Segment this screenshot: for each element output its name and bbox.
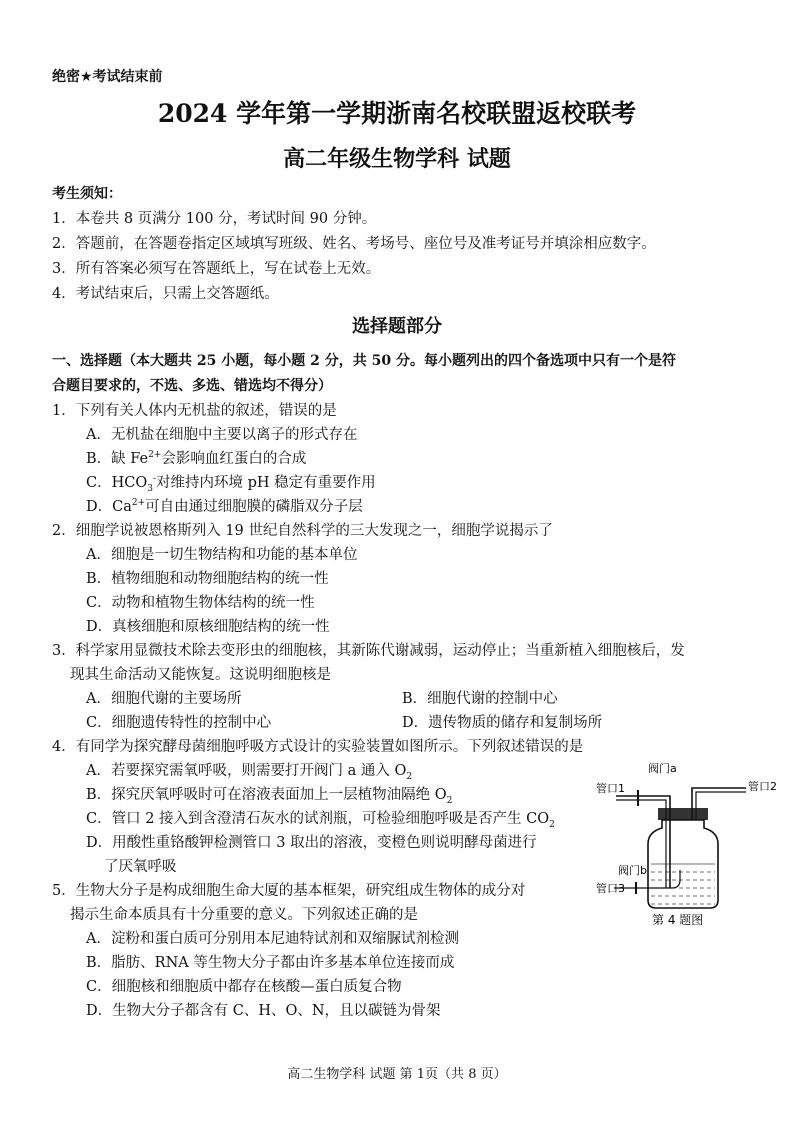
q3-option-c: C．细胞遗传特性的控制中心 bbox=[86, 715, 272, 731]
q4-option-c: C．管口 2 接入到含澄清石灰水的试剂瓶，可检验细胞呼吸是否产生 $CO_2$ bbox=[86, 811, 555, 830]
q1-option-b: B．缺 $Fe^{2+}$会影响血红蛋白的合成 bbox=[86, 450, 307, 467]
label-port-1: 管口1 bbox=[596, 782, 625, 795]
section-title: 选择题部分 bbox=[352, 316, 442, 337]
exam-title: 2024 学年第一学期浙南名校联盟返校联考 bbox=[157, 99, 637, 128]
q1-option-c: C．$HCO_3^-$对维持内环境 pH 稳定有重要作用 bbox=[86, 474, 376, 494]
q4-option-a: A．若要探究需氧呼吸，则需要打开阀门 a 通入 $O_2$ bbox=[86, 763, 413, 782]
notice-item: 1．本卷共 8 页满分 100 分，考试时间 90 分钟。 bbox=[52, 211, 377, 227]
solution bbox=[651, 864, 715, 904]
section-intro: 合题目要求的，不选、多选、错选均不得分） bbox=[52, 378, 332, 394]
q2-option-d: D．真核细胞和原核细胞结构的统一性 bbox=[86, 619, 330, 635]
q4-stem: 4．有同学为探究酵母菌细胞呼吸方式设计的实验装置如图所示。下列叙述错误的是 bbox=[52, 739, 584, 755]
exam-subtitle: 高二年级生物学科 试题 bbox=[283, 146, 511, 172]
q3-option-b: B．细胞代谢的控制中心 bbox=[402, 691, 558, 707]
q1-option-a: A．无机盐在细胞中主要以离子的形式存在 bbox=[86, 427, 358, 443]
notice-heading: 考生须知： bbox=[52, 186, 122, 202]
q5-option-d: D．生物大分子都含有 C、H、O、N，且以碳链为骨架 bbox=[86, 1003, 441, 1019]
q4-option-d: D．用酸性重铬酸钾检测管口 3 取出的溶液，变橙色则说明酵母菌进行 bbox=[86, 835, 537, 851]
q4-option-b: B．探究厌氧呼吸时可在溶液表面加上一层植物油隔绝 $O_2$ bbox=[86, 787, 453, 806]
label-port-3: 管口3 bbox=[596, 882, 625, 895]
figure-caption: 第 4 题图 bbox=[652, 913, 704, 927]
q2-option-b: B．植物细胞和动物细胞结构的统一性 bbox=[86, 571, 329, 587]
apparatus-figure bbox=[596, 760, 786, 930]
q3-stem-continued: 现其生命活动又能恢复。这说明细胞核是 bbox=[70, 667, 331, 683]
section-intro: 一、选择题（本大题共 25 小题，每小题 2 分，共 50 分。每小题列出的四个备选项中只有一个是符 bbox=[52, 353, 676, 369]
q5-option-a: A．淀粉和蛋白质可分别用本尼迪特试剂和双缩脲试剂检测 bbox=[86, 931, 459, 947]
q5-option-c: C．细胞核和细胞质中都存在核酸—蛋白质复合物 bbox=[86, 979, 402, 995]
q2-option-a: A．细胞是一切生物结构和功能的基本单位 bbox=[86, 547, 358, 563]
confidential-label: 绝密★考试结束前 bbox=[52, 69, 163, 85]
q3-option-a: A．细胞代谢的主要场所 bbox=[86, 691, 242, 707]
notice-item: 4．考试结束后，只需上交答题纸。 bbox=[52, 286, 279, 302]
q3-stem: 3．科学家用显微技术除去变形虫的细胞核，其新陈代谢减弱，运动停止；当重新植入细胞核后，发 bbox=[52, 643, 685, 659]
notice-item: 2．答题前，在答题卷指定区域填写班级、姓名、考场号、座位号及准考证号并填涂相应数字。 bbox=[52, 236, 656, 252]
label-port-2: 管口2 bbox=[748, 780, 777, 793]
notice-item: 3．所有答案必须写在答题纸上，写在试卷上无效。 bbox=[52, 261, 381, 277]
q4-option-d-continued: 了厌氧呼吸 bbox=[104, 859, 177, 875]
q1-stem: 1．下列有关人体内无机盐的叙述，错误的是 bbox=[52, 403, 337, 419]
q5-option-b: B．脂肪、RNA 等生物大分子都由许多基本单位连接而成 bbox=[86, 955, 455, 971]
label-valve-a: 阀门a bbox=[648, 762, 677, 775]
q1-option-d: D．$Ca^{2+}$可自由通过细胞膜的磷脂双分子层 bbox=[86, 498, 363, 515]
q5-stem: 5．生物大分子是构成细胞生命大厦的基本框架，研究组成生物体的成分对 bbox=[52, 883, 526, 899]
label-valve-b: 阀门b bbox=[618, 864, 647, 877]
q3-option-d: D．遗传物质的储存和复制场所 bbox=[402, 715, 603, 731]
q2-option-c: C．动物和植物生物体结构的统一性 bbox=[86, 595, 315, 611]
page-footer: 高二生物学科 试题 第 1页（共 8 页） bbox=[287, 1067, 507, 1082]
q5-stem-continued: 揭示生命本质具有十分重要的意义。下列叙述正确的是 bbox=[70, 907, 418, 923]
q2-stem: 2．细胞学说被恩格斯列入 19 世纪自然科学的三大发现之一，细胞学说揭示了 bbox=[52, 523, 553, 539]
